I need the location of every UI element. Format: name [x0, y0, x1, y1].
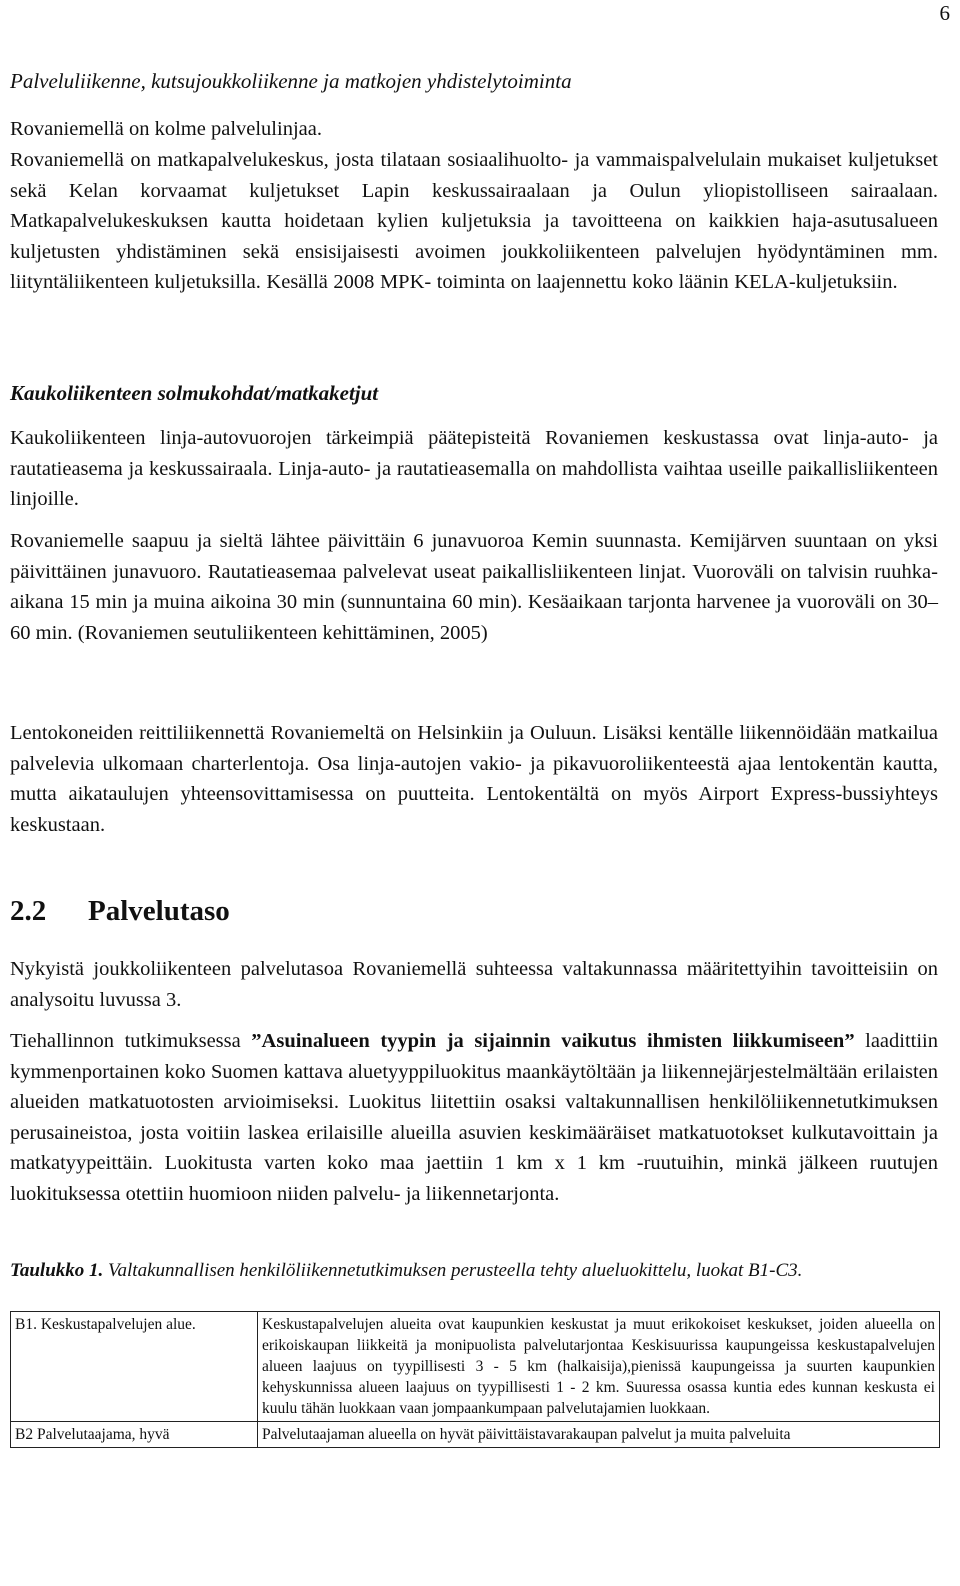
paragraph-service-level: Nykyistä joukkoliikenteen palvelutasoa Rovaniemellä suhteessa valtakunnassa määritettyihin tavoitteisiin on analysoitu luvussa 3.	[10, 958, 938, 1011]
paragraph-flights: Lentokoneiden reittiliikennettä Rovaniemeltä on Helsinkiin ja Ouluun. Lisäksi kentälle liikennöidään matkailua palvelevia ulkomaan charterlentoja. Osa linja-autojen vakio- ja pikavuoroliikenteestä ajaa lentokentän kautta, mutta aikataulujen yhteensovittamisessa on puutteita. Lentokentältä on myös Airport Express-bussiyhteys keskustaan.	[10, 722, 938, 836]
area-classification-table	[10, 1311, 940, 1448]
section-heading	[10, 893, 230, 929]
table-cell-description: Palvelutaajaman alueella on hyvät päivittäistavarakaupan palvelut ja muita palveluita	[258, 1422, 940, 1448]
table-row	[11, 1422, 940, 1448]
paragraph-trains: Rovaniemelle saapuu ja sieltä lähtee päivittäin 6 junavuoroa Kemin suunnasta. Kemijärven suuntaan on yksi päivittäinen junavuoro. Rautatieasemaa palvelevat useat paikallisliikenteen linjat. Vuoroväli on talvisin ruuhka-aikana 15 min ja muina aikoina 30 min (sunnuntaina 60 min). Kesäaikaan tarjonta harvenee ja vuoroväli on 30–60 min. (Rovaniemen seutuliikenteen kehittäminen, 2005)	[10, 530, 938, 644]
section-number: 2.2	[10, 895, 47, 927]
study-title: ”Asuinalueen tyypin ja sijainnin vaikutus ihmisten liikkumiseen”	[251, 1030, 855, 1052]
table-cell-area: B2 Palvelutaajama, hyvä	[11, 1422, 258, 1448]
paragraph-travel-centre: Rovaniemellä on matkapalvelukeskus, josta tilataan sosiaalihuolto- ja vammaispalvelulain mukaiset kuljetukset sekä Kelan korvaamat kuljetukset Lapin keskussairaalaan ja Oulun yliopistolliseen sairaalaan. Matkapalvelukeskuksen kautta hoidetaan kylien kuljetuksia ja tavoitteena on kaikkien haja-asutusalueen kuljetusten yhdistäminen sekä ensisijaisesti avoimen joukkoliikenteen palvelujen hyödyntäminen mm. liityntäliikenteen kuljetuksilla. Kesällä 2008 MPK- toiminta on laajennettu koko läänin KELA-kuljetuksiin.	[10, 149, 938, 293]
table-row	[11, 1312, 940, 1422]
table-caption-text: Valtakunnallisen henkilöliikennetutkimuksen perusteella tehty alueluokittelu, luokat B1-C3.	[103, 1260, 803, 1281]
classification-text-body: laadittiin kymmenportainen koko Suomen kattava aluetyyppiluokitus maankäytöltään ja liikennejärjestelmältään erilaisten alueiden matkatuotosten arvioimiseksi. Luokitus liitettiin osaksi valtakunnallisen henkilöliikennetutkimuksen perusaineistoa, josta voitiin laskea erilaisille alueilla asuvien keskimääräiset matkatuotokset kulkutavoittain ja matkatyypeittäin. Luokitusta varten koko maa jaettiin 1 km x 1 km -ruutuihin, minkä jälkeen ruutujen luokituksessa otettiin huomioon niiden palvelu- ja liikennetarjonta.	[10, 1030, 938, 1205]
service-heading: Palveluliikenne, kutsujoukkoliikenne ja matkojen yhdistelytoiminta	[10, 69, 572, 93]
paragraph-area-classification	[10, 1026, 938, 1209]
table-caption	[10, 1258, 938, 1284]
nodes-heading: Kaukoliikenteen solmukohdat/matkaketjut	[10, 381, 379, 405]
table-cell-description: Keskustapalvelujen alueita ovat kaupunkien keskustat ja muut erikokoiset keskukset, joiden alueella on erikoiskaupan liikkeitä ja monipuolista palvelutarjontaa Keskisuurissa kaupungeissa keskustapalvelujen alueen laajuus on tyypillisesti 3 - 5 km (halkaisija),pienissä kaupungeissa ja suurten kaupunkien kehyskunnissa alueen laajuus on tyypillisesti 1 - 2 km. Suuressa osassa kuntia edes kunnan keskusta ei kuulu tähän luokkaan vaan jompaankumpaan palvelutajamien luokkaan.	[258, 1312, 940, 1422]
section-title: Palvelutaso	[88, 895, 230, 927]
classification-text-intro: Tiehallinnon tutkimuksessa	[10, 1030, 252, 1052]
paragraph-service-lines: Rovaniemellä on kolme palvelulinjaa.	[10, 118, 322, 140]
page-number: 6	[939, 1, 950, 25]
table-caption-label: Taulukko 1.	[10, 1260, 104, 1281]
table-cell-area: B1. Keskustapalvelujen alue.	[11, 1312, 258, 1422]
paragraph-coach-endpoints: Kaukoliikenteen linja-autovuorojen tärkeimpiä päätepisteitä Rovaniemen keskustassa ovat linja-auto- ja rautatieasema ja keskussairaala. Linja-auto- ja rautatieasemalla on mahdollista vaihtaa useille paikallisliikenteen linjoille.	[10, 427, 938, 510]
